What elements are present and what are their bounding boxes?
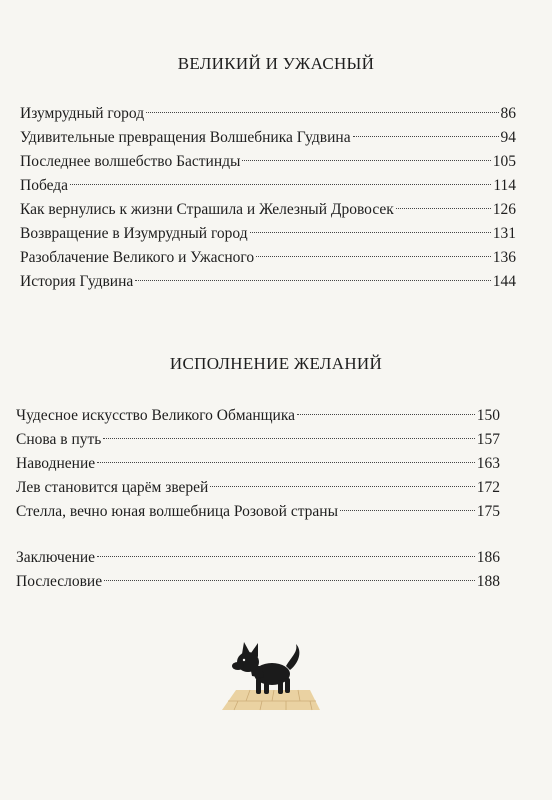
toc-entry[interactable] <box>16 546 500 570</box>
toc-entry-page: 144 <box>492 273 516 290</box>
toc-entry-page: 94 <box>500 129 516 146</box>
toc-entry[interactable] <box>16 570 500 594</box>
toc-list-section-2 <box>16 404 500 524</box>
toc-entry[interactable] <box>16 428 500 452</box>
dot-leader <box>256 256 491 257</box>
dot-leader <box>135 280 490 281</box>
dog-eye <box>243 659 245 661</box>
toc-entry[interactable] <box>20 246 516 270</box>
toc-entry[interactable] <box>20 126 516 150</box>
toc-entry-title: Последнее волшебство Бастинды <box>20 153 241 170</box>
toc-entry[interactable] <box>20 198 516 222</box>
dot-leader <box>210 486 474 487</box>
dot-leader <box>340 510 475 511</box>
dot-leader <box>250 232 491 233</box>
small-black-dog-icon <box>214 626 324 722</box>
toc-entry-page: 157 <box>476 431 500 448</box>
toc-entry-title: Разоблачение Великого и Ужасного <box>20 249 255 266</box>
dot-leader <box>97 556 475 557</box>
toc-entry-page: 131 <box>492 225 516 242</box>
toc-entry[interactable] <box>20 222 516 246</box>
dot-leader <box>97 462 475 463</box>
toc-entry-title: История Гудвина <box>20 273 134 290</box>
toc-entry-page: 163 <box>476 455 500 472</box>
section-title-wishes-fulfilled: ИСПОЛНЕНИЕ ЖЕЛАНИЙ <box>169 354 383 373</box>
toc-entry-title: Лев становится царём зверей <box>16 479 209 496</box>
toc-entry-page: 86 <box>500 105 516 122</box>
toc-entry-page: 175 <box>476 503 500 520</box>
toc-entry-page: 136 <box>492 249 516 266</box>
toc-entry-title: Стелла, вечно юная волшебница Розовой страны <box>16 503 338 520</box>
toc-entry-page: 126 <box>492 201 516 218</box>
toc-entry[interactable] <box>16 452 500 476</box>
toc-entry-title: Как вернулись к жизни Страшила и Железный Дровосек <box>20 201 394 218</box>
dot-leader <box>396 208 491 209</box>
dot-leader <box>242 160 490 161</box>
toc-entry[interactable] <box>16 500 500 524</box>
toc-list-section-1 <box>20 102 516 294</box>
toc-entry-page: 188 <box>476 573 500 590</box>
toc-entry[interactable] <box>16 404 500 428</box>
dot-leader <box>104 580 475 581</box>
toc-entry-title: Победа <box>20 177 69 194</box>
toc-entry[interactable] <box>16 476 500 500</box>
toc-entry-title: Наводнение <box>16 455 96 472</box>
dot-leader <box>70 184 491 185</box>
dot-leader <box>146 112 498 113</box>
toc-entry[interactable] <box>20 102 516 126</box>
dot-leader <box>297 414 475 415</box>
dot-leader <box>103 438 474 439</box>
toc-entry-title: Заключение <box>16 549 96 566</box>
toc-entry-page: 186 <box>476 549 500 566</box>
toc-entry-title: Чудесное искусство Великого Обманщика <box>16 407 296 424</box>
section-title-great-and-terrible: ВЕЛИКИЙ И УЖАСНЫЙ <box>177 54 375 73</box>
toc-list-back-matter <box>16 546 500 594</box>
yellow-brick-road <box>222 690 320 710</box>
toc-entry[interactable] <box>20 150 516 174</box>
dog-figure <box>232 642 299 694</box>
toc-entry[interactable] <box>20 270 516 294</box>
toc-entry[interactable] <box>20 174 516 198</box>
toc-entry-title: Удивительные превращения Волшебника Гудвина <box>20 129 351 146</box>
toc-entry-page: 105 <box>492 153 516 170</box>
toc-entry-title: Возвращение в Изумрудный город <box>20 225 248 242</box>
toc-entry-title: Снова в путь <box>16 431 102 448</box>
toc-entry-page: 114 <box>493 177 516 194</box>
toc-entry-title: Изумрудный город <box>20 105 145 122</box>
toc-entry-page: 172 <box>476 479 500 496</box>
toc-entry-page: 150 <box>476 407 500 424</box>
toc-entry-title: Послесловие <box>16 573 103 590</box>
dot-leader <box>353 136 499 137</box>
